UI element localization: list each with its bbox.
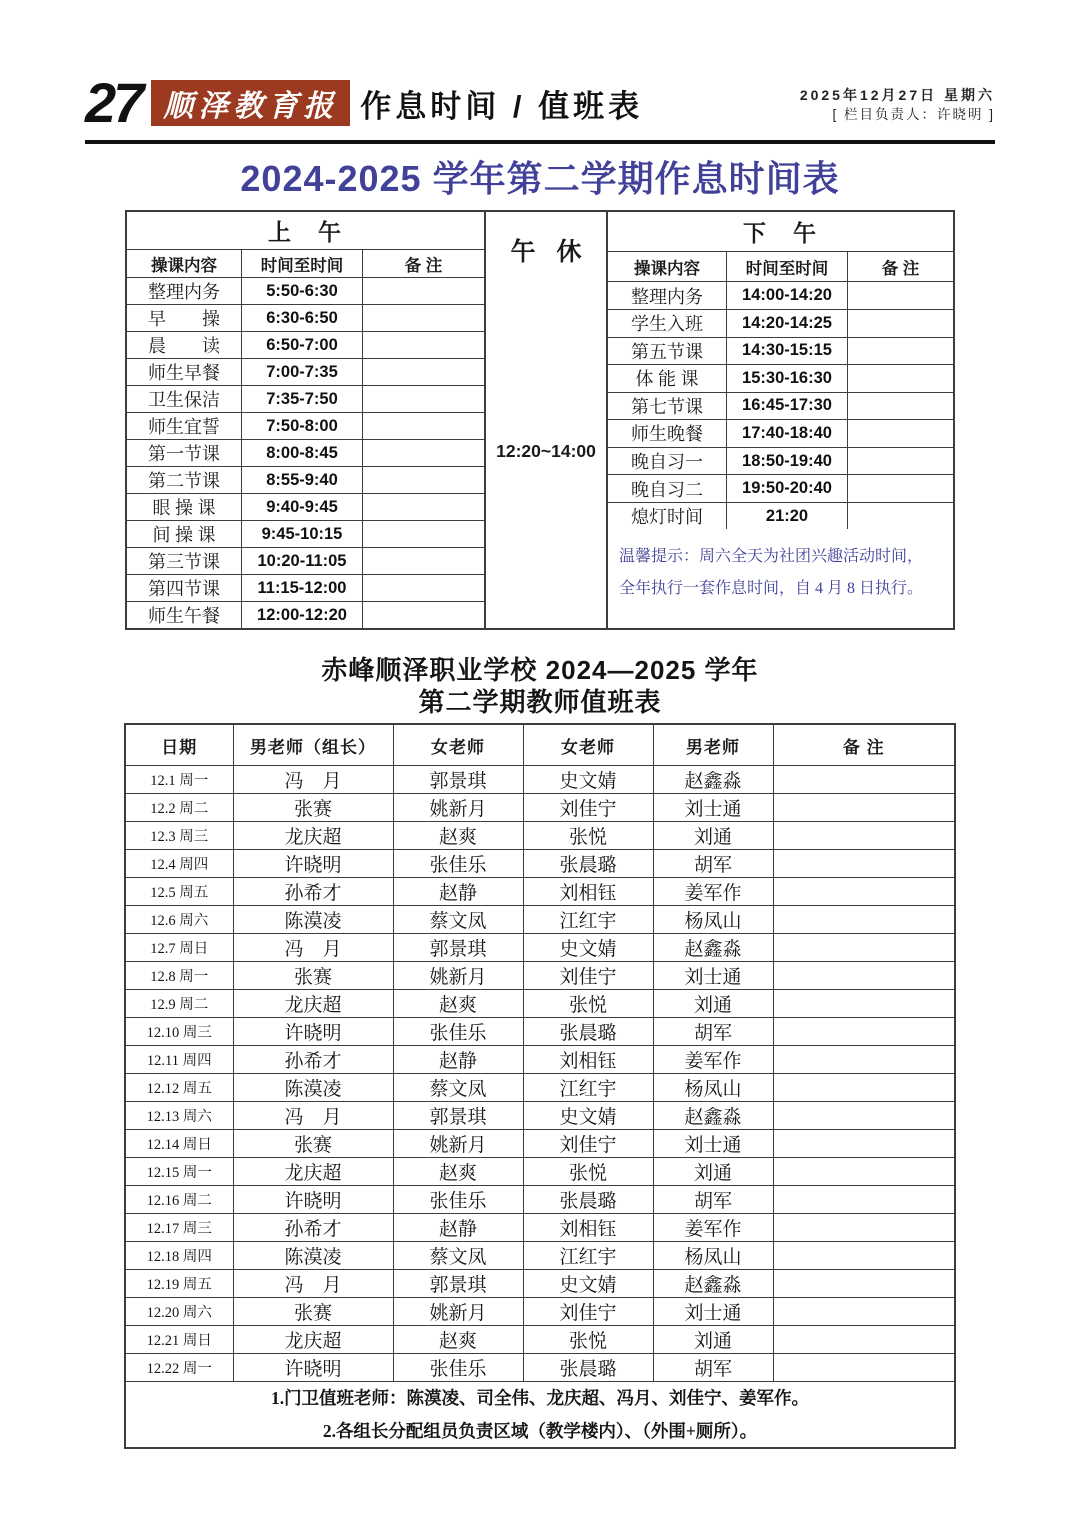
duty-female1-cell: 蔡文凤 — [393, 1074, 523, 1102]
duty-date-cell: 12.11 周四 — [125, 1046, 233, 1074]
duty-male2-cell: 杨凤山 — [653, 1074, 773, 1102]
duty-male-leader-cell: 张赛 — [233, 1130, 393, 1158]
schedule-time-cell: 10:20-11:05 — [242, 548, 363, 574]
duty-date-cell: 12.3 周三 — [125, 822, 233, 850]
duty-date-cell: 12.20 周六 — [125, 1298, 233, 1326]
duty-male-leader-cell: 冯 月 — [233, 1102, 393, 1130]
duty-notes — [125, 1382, 955, 1448]
duty-male2-cell: 刘通 — [653, 822, 773, 850]
duty-date-cell: 12.18 周四 — [125, 1242, 233, 1270]
duty-remark-cell — [773, 990, 955, 1018]
duty-remark-cell — [773, 794, 955, 822]
schedule-time-cell: 17:40-18:40 — [727, 420, 848, 447]
duty-male-leader-cell: 许晓明 — [233, 1186, 393, 1214]
duty-remark-cell — [773, 1242, 955, 1270]
schedule-remark-cell — [848, 420, 953, 447]
duty-male2-cell: 赵鑫淼 — [653, 934, 773, 962]
schedule-time-cell: 6:30-6:50 — [242, 305, 363, 331]
duty-male2-cell: 刘通 — [653, 1326, 773, 1354]
duty-header-remark: 备 注 — [773, 724, 955, 766]
schedule-remark-cell — [363, 440, 484, 466]
duty-female2-cell: 张悦 — [523, 1326, 653, 1354]
schedule-row — [608, 475, 953, 503]
duty-row — [125, 794, 955, 822]
morning-rows — [127, 278, 484, 628]
schedule-time-cell: 18:50-19:40 — [727, 448, 848, 475]
duty-female1-cell: 赵静 — [393, 1214, 523, 1242]
schedule-title: 2024-2025 学年第二学期作息时间表 — [240, 158, 840, 199]
duty-header-female2: 女老师 — [523, 724, 653, 766]
duty-female1-cell: 赵爽 — [393, 822, 523, 850]
schedule-item-cell: 眼 操 课 — [127, 494, 242, 520]
masthead-logo: 顺泽教育报 — [151, 80, 350, 126]
duty-female2-cell: 张悦 — [523, 822, 653, 850]
duty-female1-cell: 郭景琪 — [393, 934, 523, 962]
tip-line-1: 温馨提示：周六全天为社团兴趣活动时间， — [619, 548, 924, 566]
duty-date-cell: 12.10 周三 — [125, 1018, 233, 1046]
duty-female2-cell: 史文婧 — [523, 934, 653, 962]
duty-male-leader-cell: 冯 月 — [233, 766, 393, 794]
schedule-time-cell: 7:35-7:50 — [242, 386, 363, 412]
duty-date-cell: 12.12 周五 — [125, 1074, 233, 1102]
duty-title-line1: 赤峰顺泽职业学校 2024—2025 学年 — [321, 655, 759, 686]
schedule-remark-cell — [363, 521, 484, 547]
duty-female1-cell: 姚新月 — [393, 794, 523, 822]
schedule-remark-cell — [363, 602, 484, 628]
duty-male-leader-cell: 陈漠凌 — [233, 906, 393, 934]
duty-male2-cell: 姜军作 — [653, 878, 773, 906]
schedule-remark-cell — [363, 467, 484, 493]
duty-row — [125, 1074, 955, 1102]
schedule-time-cell: 14:30-15:15 — [727, 338, 848, 365]
duty-remark-cell — [773, 906, 955, 934]
schedule-row — [127, 575, 484, 602]
duty-male2-cell: 赵鑫淼 — [653, 1270, 773, 1298]
duty-notes-row — [125, 1382, 955, 1448]
duty-date-cell: 12.9 周二 — [125, 990, 233, 1018]
duty-male-leader-cell: 许晓明 — [233, 1354, 393, 1382]
schedule-remark-cell — [363, 548, 484, 574]
masthead-right — [800, 81, 995, 125]
duty-row — [125, 1214, 955, 1242]
duty-row — [125, 1102, 955, 1130]
duty-male-leader-cell: 陈漠凌 — [233, 1074, 393, 1102]
schedule-row — [608, 365, 953, 393]
duty-female1-cell: 张佳乐 — [393, 1354, 523, 1382]
duty-date-cell: 12.2 周二 — [125, 794, 233, 822]
duty-male-leader-cell: 龙庆超 — [233, 1158, 393, 1186]
duty-note-1: 1.门卫值班老师：陈漠凌、司全伟、龙庆超、冯月、刘佳宁、姜军作。 — [270, 1388, 810, 1409]
duty-female2-cell: 张晨璐 — [523, 1018, 653, 1046]
morning-subheader — [127, 250, 484, 278]
duty-female1-cell: 郭景琪 — [393, 1102, 523, 1130]
schedule-item-cell: 第四节课 — [127, 575, 242, 601]
duty-note-2: 2.各组长分配组员负责区域（教学楼内）、（外围+厕所）。 — [322, 1420, 758, 1441]
schedule-item-cell: 卫生保洁 — [127, 386, 242, 412]
duty-female1-cell: 张佳乐 — [393, 1186, 523, 1214]
schedule-item-cell: 第一节课 — [127, 440, 242, 466]
duty-remark-cell — [773, 1074, 955, 1102]
schedule-noon-panel — [484, 212, 608, 628]
duty-male2-cell: 赵鑫淼 — [653, 766, 773, 794]
duty-date-cell: 12.16 周二 — [125, 1186, 233, 1214]
schedule-remark-cell — [848, 503, 953, 530]
schedule-remark-cell — [848, 338, 953, 365]
schedule-row — [127, 278, 484, 305]
duty-female1-cell: 姚新月 — [393, 962, 523, 990]
header-rule — [85, 140, 995, 144]
duty-female2-cell: 刘佳宁 — [523, 962, 653, 990]
duty-female2-cell: 江红宇 — [523, 1074, 653, 1102]
col-header-activity: 操课内容 — [608, 252, 727, 281]
duty-remark-cell — [773, 878, 955, 906]
duty-male-leader-cell: 龙庆超 — [233, 822, 393, 850]
duty-header-male-leader: 男老师（组长） — [233, 724, 393, 766]
schedule-remark-cell — [363, 413, 484, 439]
duty-title — [85, 655, 995, 718]
duty-female1-cell: 蔡文凤 — [393, 1242, 523, 1270]
schedule-time-cell: 7:00-7:35 — [242, 359, 363, 385]
schedule-row — [127, 494, 484, 521]
duty-male2-cell: 刘通 — [653, 990, 773, 1018]
schedule-item-cell: 晚自习一 — [608, 448, 727, 475]
schedule-remark-cell — [363, 359, 484, 385]
schedule-time-cell: 16:45-17:30 — [727, 393, 848, 420]
duty-male2-cell: 刘士通 — [653, 794, 773, 822]
masthead — [85, 71, 995, 134]
duty-male-leader-cell: 张赛 — [233, 1298, 393, 1326]
duty-male-leader-cell: 冯 月 — [233, 934, 393, 962]
duty-date-cell: 12.22 周一 — [125, 1354, 233, 1382]
duty-male-leader-cell: 张赛 — [233, 962, 393, 990]
duty-remark-cell — [773, 934, 955, 962]
duty-female1-cell: 张佳乐 — [393, 850, 523, 878]
duty-row — [125, 1298, 955, 1326]
schedule-row — [608, 448, 953, 476]
schedule-item-cell: 师生早餐 — [127, 359, 242, 385]
col-header-time: 时间至时间 — [727, 252, 848, 281]
schedule-time-cell: 15:30-16:30 — [727, 365, 848, 392]
duty-male-leader-cell: 张赛 — [233, 794, 393, 822]
schedule-item-cell: 师生晚餐 — [608, 420, 727, 447]
schedule-remark-cell — [848, 310, 953, 337]
duty-male2-cell: 姜军作 — [653, 1046, 773, 1074]
duty-male2-cell: 杨凤山 — [653, 906, 773, 934]
duty-header-row — [125, 724, 955, 766]
schedule-item-cell: 第三节课 — [127, 548, 242, 574]
duty-male-leader-cell: 孙希才 — [233, 1214, 393, 1242]
tip-line-2: 全年执行一套作息时间，自 4 月 8 日执行。 — [619, 579, 924, 597]
duty-female2-cell: 张悦 — [523, 990, 653, 1018]
duty-female2-cell: 史文婧 — [523, 1270, 653, 1298]
schedule-item-cell: 体 能 课 — [608, 365, 727, 392]
schedule-time-cell: 8:55-9:40 — [242, 467, 363, 493]
duty-female2-cell: 张晨璐 — [523, 1186, 653, 1214]
duty-remark-cell — [773, 850, 955, 878]
masthead-left — [85, 71, 644, 134]
duty-date-cell: 12.8 周一 — [125, 962, 233, 990]
duty-row — [125, 766, 955, 794]
schedule-time-cell: 9:45-10:15 — [242, 521, 363, 547]
schedule-afternoon-panel — [608, 212, 953, 628]
duty-header-date: 日期 — [125, 724, 233, 766]
section-title: 作息时间 / 值班表 — [360, 88, 644, 124]
col-header-remark: 备 注 — [404, 256, 443, 275]
duty-male2-cell: 刘士通 — [653, 1298, 773, 1326]
schedule-row — [127, 305, 484, 332]
schedule-row — [127, 467, 484, 494]
col-header-time: 时间至时间 — [242, 250, 363, 277]
schedule-row — [127, 413, 484, 440]
issue-number: 27 — [85, 71, 142, 134]
duty-row — [125, 906, 955, 934]
schedule-row — [127, 359, 484, 386]
duty-female1-cell: 张佳乐 — [393, 1018, 523, 1046]
duty-row — [125, 934, 955, 962]
duty-row — [125, 1270, 955, 1298]
duty-female2-cell: 刘佳宁 — [523, 1298, 653, 1326]
duty-female2-cell: 江红宇 — [523, 1242, 653, 1270]
duty-date-cell: 12.19 周五 — [125, 1270, 233, 1298]
schedule-row — [127, 521, 484, 548]
schedule-remark-cell — [848, 365, 953, 392]
duty-remark-cell — [773, 766, 955, 794]
schedule-morning-panel — [127, 212, 484, 628]
duty-row — [125, 1326, 955, 1354]
duty-male2-cell: 刘通 — [653, 1158, 773, 1186]
duty-male-leader-cell: 冯 月 — [233, 1270, 393, 1298]
duty-row — [125, 822, 955, 850]
duty-remark-cell — [773, 822, 955, 850]
schedule-time-cell: 12:00-12:20 — [242, 602, 363, 628]
schedule-item-cell: 师生午餐 — [127, 602, 242, 628]
duty-table-body — [125, 766, 955, 1382]
duty-female1-cell: 赵静 — [393, 1046, 523, 1074]
duty-remark-cell — [773, 1130, 955, 1158]
duty-female2-cell: 刘相钰 — [523, 1046, 653, 1074]
duty-male2-cell: 胡军 — [653, 850, 773, 878]
duty-row — [125, 1158, 955, 1186]
schedule-tip — [608, 529, 953, 628]
duty-female2-cell: 刘佳宁 — [523, 794, 653, 822]
duty-date-cell: 12.1 周一 — [125, 766, 233, 794]
duty-date-cell: 12.4 周四 — [125, 850, 233, 878]
duty-date-cell: 12.14 周日 — [125, 1130, 233, 1158]
duty-date-cell: 12.17 周三 — [125, 1214, 233, 1242]
duty-female1-cell: 蔡文凤 — [393, 906, 523, 934]
schedule-time-cell: 7:50-8:00 — [242, 413, 363, 439]
duty-row — [125, 1018, 955, 1046]
schedule-table — [125, 210, 955, 630]
duty-header-female1: 女老师 — [393, 724, 523, 766]
schedule-remark-cell — [363, 332, 484, 358]
duty-remark-cell — [773, 1298, 955, 1326]
duty-table — [124, 723, 956, 1449]
duty-row — [125, 1354, 955, 1382]
schedule-time-cell: 5:50-6:30 — [242, 278, 363, 304]
schedule-remark-cell — [848, 282, 953, 309]
schedule-time-cell: 9:40-9:45 — [242, 494, 363, 520]
afternoon-rows — [608, 282, 953, 529]
duty-male2-cell: 胡军 — [653, 1186, 773, 1214]
duty-male-leader-cell: 孙希才 — [233, 1046, 393, 1074]
duty-remark-cell — [773, 962, 955, 990]
schedule-item-cell: 熄灯时间 — [608, 503, 727, 530]
duty-date-cell: 12.7 周日 — [125, 934, 233, 962]
schedule-row — [608, 338, 953, 366]
schedule-remark-cell — [848, 475, 953, 502]
duty-female2-cell: 张悦 — [523, 1158, 653, 1186]
column-editor: [ 栏目负责人：许晓明 ] — [832, 107, 995, 123]
duty-row — [125, 962, 955, 990]
schedule-time-cell: 21:20 — [727, 503, 848, 530]
duty-remark-cell — [773, 1186, 955, 1214]
duty-row — [125, 1242, 955, 1270]
schedule-item-cell: 第五节课 — [608, 338, 727, 365]
duty-male-leader-cell: 许晓明 — [233, 1018, 393, 1046]
duty-date-cell: 12.15 周一 — [125, 1158, 233, 1186]
schedule-row — [127, 386, 484, 413]
duty-date-cell: 12.5 周五 — [125, 878, 233, 906]
schedule-row — [127, 602, 484, 628]
duty-female1-cell: 姚新月 — [393, 1130, 523, 1158]
duty-male2-cell: 刘士通 — [653, 1130, 773, 1158]
schedule-time-cell: 8:00-8:45 — [242, 440, 363, 466]
duty-female2-cell: 刘佳宁 — [523, 1130, 653, 1158]
noon-header: 午 休 — [510, 238, 589, 267]
duty-remark-cell — [773, 1354, 955, 1382]
issue-date: 2025年12月27日 星期六 — [799, 87, 995, 104]
duty-remark-cell — [773, 1102, 955, 1130]
schedule-remark-cell — [363, 278, 484, 304]
schedule-time-cell: 14:20-14:25 — [727, 310, 848, 337]
duty-male2-cell: 胡军 — [653, 1354, 773, 1382]
duty-row — [125, 878, 955, 906]
duty-header-male2: 男老师 — [653, 724, 773, 766]
schedule-item-cell: 第七节课 — [608, 393, 727, 420]
schedule-item-cell: 间 操 课 — [127, 521, 242, 547]
duty-remark-cell — [773, 1326, 955, 1354]
schedule-item-cell: 学生入班 — [608, 310, 727, 337]
duty-row — [125, 1186, 955, 1214]
morning-header: 上 午 — [127, 212, 484, 250]
schedule-time-cell: 11:15-12:00 — [242, 575, 363, 601]
schedule-time-cell: 14:00-14:20 — [727, 282, 848, 309]
duty-remark-cell — [773, 1270, 955, 1298]
duty-male-leader-cell: 陈漠凌 — [233, 1242, 393, 1270]
duty-title-line2: 第二学期教师值班表 — [418, 687, 662, 718]
duty-female1-cell: 郭景琪 — [393, 766, 523, 794]
schedule-row — [608, 420, 953, 448]
schedule-item-cell: 早 操 — [127, 305, 242, 331]
schedule-time-cell: 6:50-7:00 — [242, 332, 363, 358]
duty-female2-cell: 史文婧 — [523, 766, 653, 794]
duty-male-leader-cell: 龙庆超 — [233, 990, 393, 1018]
duty-male2-cell: 姜军作 — [653, 1214, 773, 1242]
schedule-item-cell: 整理内务 — [608, 282, 727, 309]
schedule-remark-cell — [363, 575, 484, 601]
schedule-row — [127, 548, 484, 575]
duty-row — [125, 990, 955, 1018]
duty-female1-cell: 姚新月 — [393, 1298, 523, 1326]
duty-row — [125, 1046, 955, 1074]
schedule-remark-cell — [363, 386, 484, 412]
duty-female2-cell: 刘相钰 — [523, 1214, 653, 1242]
duty-female1-cell: 赵静 — [393, 878, 523, 906]
afternoon-header: 下 午 — [608, 212, 953, 252]
schedule-row — [127, 332, 484, 359]
duty-female2-cell: 刘相钰 — [523, 878, 653, 906]
duty-date-cell: 12.6 周六 — [125, 906, 233, 934]
schedule-row — [608, 393, 953, 421]
schedule-row — [608, 282, 953, 310]
schedule-remark-cell — [848, 448, 953, 475]
schedule-remark-cell — [848, 393, 953, 420]
duty-male-leader-cell: 许晓明 — [233, 850, 393, 878]
duty-male-leader-cell: 龙庆超 — [233, 1326, 393, 1354]
duty-female1-cell: 赵爽 — [393, 1326, 523, 1354]
duty-remark-cell — [773, 1046, 955, 1074]
schedule-remark-cell — [363, 305, 484, 331]
duty-female2-cell: 史文婧 — [523, 1102, 653, 1130]
schedule-item-cell: 晚自习二 — [608, 475, 727, 502]
duty-remark-cell — [773, 1018, 955, 1046]
duty-male-leader-cell: 孙希才 — [233, 878, 393, 906]
afternoon-subheader — [608, 252, 953, 282]
schedule-row — [608, 503, 953, 530]
duty-row — [125, 1130, 955, 1158]
duty-male2-cell: 胡军 — [653, 1018, 773, 1046]
schedule-item-cell: 整理内务 — [127, 278, 242, 304]
duty-row — [125, 850, 955, 878]
schedule-row — [127, 440, 484, 467]
schedule-item-cell: 晨 读 — [127, 332, 242, 358]
duty-female2-cell: 江红宇 — [523, 906, 653, 934]
col-header-activity: 操课内容 — [127, 250, 242, 277]
duty-male2-cell: 刘士通 — [653, 962, 773, 990]
duty-female1-cell: 赵爽 — [393, 1158, 523, 1186]
duty-remark-cell — [773, 1158, 955, 1186]
schedule-time-cell: 19:50-20:40 — [727, 475, 848, 502]
duty-date-cell: 12.13 周六 — [125, 1102, 233, 1130]
schedule-remark-cell — [363, 494, 484, 520]
duty-male2-cell: 赵鑫淼 — [653, 1102, 773, 1130]
duty-female2-cell: 张晨璐 — [523, 850, 653, 878]
schedule-item-cell: 师生宜誓 — [127, 413, 242, 439]
col-header-remark: 备 注 — [881, 259, 920, 278]
schedule-item-cell: 第二节课 — [127, 467, 242, 493]
duty-female1-cell: 郭景琪 — [393, 1270, 523, 1298]
duty-male2-cell: 杨凤山 — [653, 1242, 773, 1270]
schedule-row — [608, 310, 953, 338]
duty-remark-cell — [773, 1214, 955, 1242]
duty-female2-cell: 张晨璐 — [523, 1354, 653, 1382]
noon-time: 12:20~14:00 — [496, 441, 596, 462]
duty-date-cell: 12.21 周日 — [125, 1326, 233, 1354]
duty-female1-cell: 赵爽 — [393, 990, 523, 1018]
